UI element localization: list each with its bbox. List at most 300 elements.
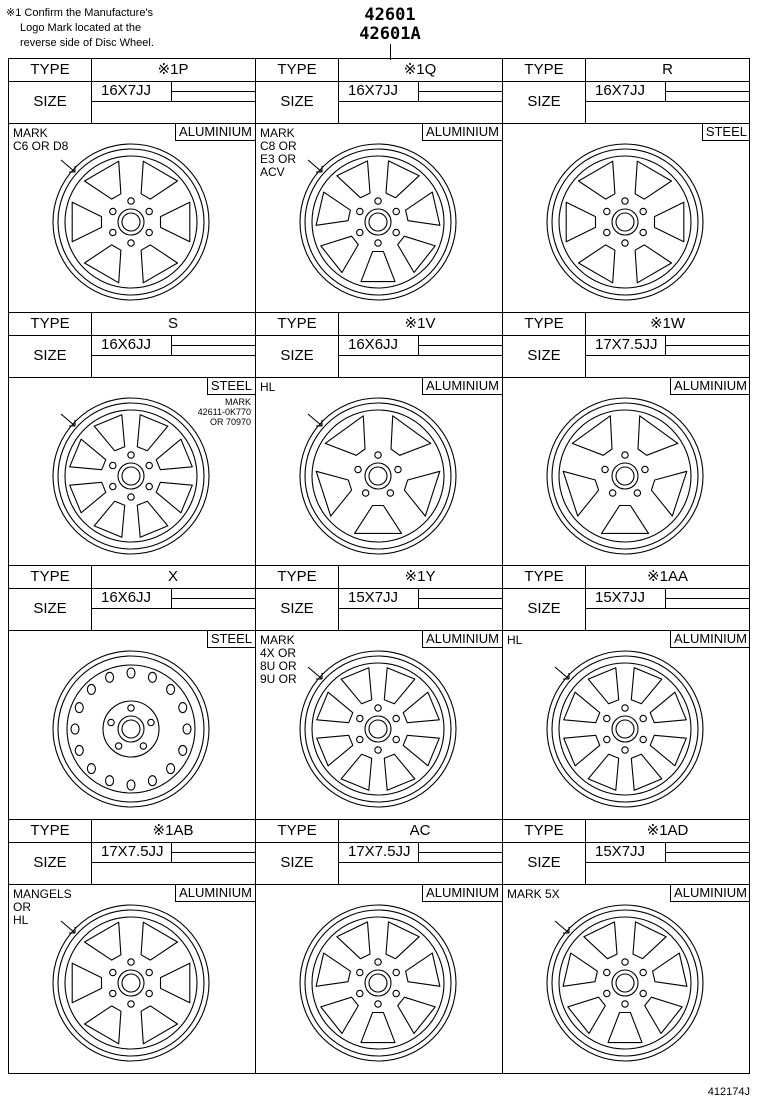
spoke-window	[94, 501, 125, 537]
wheel-drawing	[278, 391, 478, 561]
cell-header	[503, 59, 750, 124]
wheel-ring	[312, 917, 444, 1049]
lug-hole	[146, 990, 152, 996]
material-label: ALUMINIUM	[422, 630, 502, 648]
size-label: SIZE	[503, 335, 586, 377]
spoke-window	[72, 202, 101, 242]
lug-hole	[622, 705, 628, 711]
spoke-window	[588, 668, 619, 704]
wheel-table	[8, 58, 750, 1074]
lug-hole	[146, 462, 152, 468]
lug-hole	[393, 229, 399, 235]
size-value: 17X7.5JJ	[101, 842, 164, 860]
wheel-cell	[503, 820, 750, 1074]
lug-hole	[108, 719, 114, 725]
mark-text: OR 70970	[209, 416, 251, 427]
mark-text: 9U OR	[260, 672, 297, 686]
spoke-window	[631, 668, 662, 704]
type-label: TYPE	[503, 566, 586, 589]
lug-hole	[357, 969, 363, 975]
cell-header	[9, 313, 255, 378]
lug-hole	[128, 198, 134, 204]
lug-hole	[128, 705, 134, 711]
vent-hole	[71, 724, 79, 734]
lug-hole	[146, 208, 152, 214]
type-label: TYPE	[256, 566, 339, 589]
divider	[91, 101, 255, 102]
lug-hole	[110, 208, 116, 214]
vent-hole	[106, 672, 114, 682]
spoke-window	[141, 245, 177, 283]
lug-hole	[146, 229, 152, 235]
wheel-cell	[503, 566, 750, 820]
wheel-rim	[53, 905, 209, 1061]
wheel-rim-inner	[552, 403, 698, 549]
lug-hole	[128, 1000, 134, 1006]
size-value: 16X7JJ	[348, 82, 399, 99]
lug-hole	[110, 990, 116, 996]
lug-hole	[604, 715, 610, 721]
lug-hole	[640, 990, 646, 996]
cell-header	[9, 566, 255, 631]
part-number-alt: 42601A	[359, 24, 421, 44]
lug-hole	[362, 489, 368, 495]
center-cap	[122, 720, 140, 738]
size-value: 17X7.5JJ	[595, 335, 658, 353]
wheel-rim	[53, 144, 209, 300]
type-label: TYPE	[9, 313, 92, 336]
lug-hole	[609, 489, 615, 495]
spoke-window	[161, 202, 190, 242]
divider	[418, 598, 502, 599]
type-label: TYPE	[256, 59, 339, 82]
material-label: ALUMINIUM	[670, 884, 750, 902]
center-cap	[369, 974, 387, 992]
lug-hole	[355, 466, 361, 472]
mark-text: 4X OR	[260, 646, 297, 660]
spoke-window	[141, 161, 177, 199]
size-label: SIZE	[9, 842, 92, 884]
spoke-window	[398, 236, 436, 272]
type-label: TYPE	[503, 820, 586, 843]
spoke-window	[137, 501, 168, 537]
mark-text: ACV	[260, 165, 285, 179]
wheel-rim-inner	[305, 403, 451, 549]
spoke-window	[564, 692, 600, 723]
lug-hole	[128, 493, 134, 499]
lug-hole	[110, 462, 116, 468]
lug-hole	[604, 990, 610, 996]
size-label: SIZE	[503, 81, 586, 123]
mark-text: 42611-0K770	[197, 406, 251, 417]
divider	[585, 608, 750, 609]
wheel-rim-inner	[305, 656, 451, 802]
wheel-ring	[559, 156, 691, 288]
cell-header	[256, 566, 502, 631]
material-label: STEEL	[207, 630, 255, 648]
divider	[91, 608, 255, 609]
lug-hole	[375, 451, 381, 457]
type-value: S	[91, 313, 255, 336]
wheel-ring	[65, 410, 197, 542]
spoke-window	[398, 997, 436, 1033]
wheel-rim	[547, 144, 703, 300]
mark-text: OR	[13, 899, 31, 914]
divider	[418, 91, 502, 92]
vent-hole	[127, 668, 135, 678]
divider	[665, 91, 750, 92]
lug-hole	[128, 240, 134, 246]
lug-hole	[110, 483, 116, 489]
wheel-rim	[547, 651, 703, 807]
spoke-window	[631, 754, 662, 790]
size-label: SIZE	[256, 588, 339, 630]
vent-hole	[148, 672, 156, 682]
lug-hole	[634, 489, 640, 495]
type-value: AC	[338, 820, 502, 843]
wheel-cell	[503, 59, 750, 313]
divider	[418, 345, 502, 346]
cell-header	[503, 820, 750, 885]
spoke-window	[317, 735, 353, 766]
lug-hole	[357, 736, 363, 742]
spoke-window	[341, 668, 372, 704]
lug-hole	[604, 736, 610, 742]
mark-text: MARK 5X	[507, 886, 560, 901]
lug-hole	[148, 719, 154, 725]
spoke-window	[406, 192, 440, 225]
lug-hole	[640, 208, 646, 214]
wheel-drawing	[31, 898, 231, 1068]
center-cap	[616, 213, 634, 231]
wheel-ring	[559, 917, 691, 1049]
center-cap	[369, 720, 387, 738]
vent-hole	[75, 745, 83, 755]
material-label: ALUMINIUM	[670, 377, 750, 395]
spoke-window	[72, 963, 101, 1003]
spoke-window	[137, 414, 168, 450]
size-value: 16X6JJ	[348, 335, 399, 353]
spoke-window	[638, 415, 678, 455]
center-cap	[369, 213, 387, 231]
spoke-window	[653, 953, 687, 986]
wheel-drawing	[525, 391, 725, 561]
wheel-rim-inner	[305, 910, 451, 1056]
wheel-rim-inner	[58, 149, 204, 295]
divider	[585, 355, 750, 356]
lug-hole	[110, 229, 116, 235]
type-value: ※1Q	[338, 59, 502, 82]
center-cap	[616, 974, 634, 992]
lug-hole	[128, 958, 134, 964]
lug-hole	[640, 715, 646, 721]
divider	[665, 598, 750, 599]
spoke-window	[325, 415, 365, 455]
size-label: SIZE	[256, 81, 339, 123]
material-label: ALUMINIUM	[175, 123, 255, 141]
divider	[665, 345, 750, 346]
size-value: 16X6JJ	[101, 335, 152, 353]
lug-hole	[375, 1000, 381, 1006]
lug-hole	[393, 208, 399, 214]
footnote	[6, 6, 206, 51]
lug-hole	[146, 483, 152, 489]
spoke-window	[85, 922, 121, 960]
size-value: 16X7JJ	[101, 82, 152, 99]
cell-header	[9, 820, 255, 885]
spoke-window	[572, 415, 612, 455]
spoke-window	[94, 414, 125, 450]
spoke-window	[341, 754, 372, 790]
size-label: SIZE	[9, 588, 92, 630]
spoke-window	[384, 668, 415, 704]
mark-note	[507, 634, 522, 647]
vent-hole	[183, 724, 191, 734]
size-label: SIZE	[503, 588, 586, 630]
spoke-window	[568, 997, 606, 1033]
type-value: ※1AB	[91, 820, 255, 843]
material-label: ALUMINIUM	[175, 884, 255, 902]
vent-hole	[148, 776, 156, 786]
size-value: 16X6JJ	[101, 589, 152, 606]
wheel-cell	[9, 566, 256, 820]
divider	[91, 355, 255, 356]
wheel-ring	[65, 156, 197, 288]
wheel-drawing	[525, 644, 725, 814]
spoke-window	[650, 692, 686, 723]
spoke-window	[403, 692, 439, 723]
spoke-window	[391, 415, 431, 455]
divider	[585, 862, 750, 863]
wheel-rim-inner	[305, 149, 451, 295]
spoke-window	[317, 692, 353, 723]
lug-hole	[393, 736, 399, 742]
type-label: TYPE	[256, 313, 339, 336]
lug-hole	[128, 451, 134, 457]
mark-text: MARK	[13, 126, 48, 140]
mark-text: HL	[507, 633, 523, 647]
lug-hole	[140, 743, 146, 749]
lug-hole	[387, 489, 393, 495]
mark-text: C8 OR	[260, 139, 297, 153]
size-label: SIZE	[256, 335, 339, 377]
wheel-drawing	[31, 391, 231, 561]
wheel-rim-inner	[58, 910, 204, 1056]
cell-header	[256, 820, 502, 885]
wheel-ring	[65, 917, 197, 1049]
material-label: ALUMINIUM	[422, 377, 502, 395]
center-cap	[369, 467, 387, 485]
center-cap	[122, 974, 140, 992]
vent-hole	[106, 776, 114, 786]
footnote-line: Logo Mark located at the	[20, 22, 142, 34]
vent-hole	[167, 684, 175, 694]
type-value: ※1AA	[585, 566, 750, 589]
wheel-ring	[312, 663, 444, 795]
lug-hole	[622, 1000, 628, 1006]
mark-arrow	[61, 160, 75, 172]
divider	[338, 862, 502, 863]
spoke-window	[141, 922, 177, 960]
mark-text: C6 OR D8	[13, 139, 69, 153]
mark-arrow	[61, 414, 75, 426]
lug-hole	[622, 451, 628, 457]
lug-hole	[375, 747, 381, 753]
size-value: 15X7JJ	[595, 842, 646, 860]
size-value: 15X7JJ	[595, 589, 646, 606]
center-cap	[616, 467, 634, 485]
wheel-drawing	[278, 644, 478, 814]
spoke-window	[321, 236, 359, 272]
spoke-window	[141, 1005, 177, 1043]
spoke-window	[70, 482, 106, 513]
wheel-rim-inner	[552, 149, 698, 295]
divider	[171, 852, 255, 853]
spoke-window	[579, 161, 615, 199]
lug-hole	[146, 969, 152, 975]
spoke-window	[635, 245, 671, 283]
mark-arrow	[308, 414, 322, 426]
spoke-window	[156, 439, 192, 470]
divider	[338, 608, 502, 609]
spoke-window	[403, 735, 439, 766]
lug-hole	[393, 990, 399, 996]
wheel-ring	[559, 663, 691, 795]
type-value: ※1AD	[585, 820, 750, 843]
mark-text: HL	[13, 912, 29, 927]
size-label: SIZE	[256, 842, 339, 884]
mark-text: MARK	[260, 126, 295, 140]
lug-hole	[357, 715, 363, 721]
spoke-window	[321, 997, 359, 1033]
mark-text: E3 OR	[260, 152, 297, 166]
type-value: X	[91, 566, 255, 589]
spoke-window	[635, 161, 671, 199]
mark-arrow	[308, 667, 322, 679]
vent-hole	[179, 703, 187, 713]
wheel-cell	[9, 59, 256, 313]
vent-hole	[87, 764, 95, 774]
mark-text: 8U OR	[260, 659, 297, 673]
size-label: SIZE	[9, 81, 92, 123]
wheel-rim	[300, 398, 456, 554]
divider	[338, 101, 502, 102]
spoke-window	[361, 252, 395, 282]
wheel-ring	[67, 665, 195, 793]
wheel-cell	[9, 313, 256, 567]
type-value: ※1V	[338, 313, 502, 336]
spoke-window	[564, 735, 600, 766]
lug-hole	[604, 969, 610, 975]
spoke-window	[645, 997, 683, 1033]
spoke-window	[316, 192, 350, 225]
spoke-window	[70, 439, 106, 470]
spoke-window	[650, 735, 686, 766]
lug-hole	[357, 990, 363, 996]
cell-header	[503, 566, 750, 631]
type-label: TYPE	[503, 59, 586, 82]
wheel-cell	[256, 59, 503, 313]
spoke-window	[85, 245, 121, 283]
lug-hole	[375, 705, 381, 711]
spoke-window	[361, 1012, 395, 1042]
footnote-line: reverse side of Disc Wheel.	[20, 37, 154, 49]
lug-hole	[604, 229, 610, 235]
wheel-cell	[256, 820, 503, 1074]
wheel-drawing	[278, 898, 478, 1068]
wheel-rim	[547, 905, 703, 1061]
lug-hole	[642, 466, 648, 472]
cell-header	[9, 59, 255, 124]
mark-arrow	[555, 667, 569, 679]
lug-hole	[622, 958, 628, 964]
lug-hole	[602, 466, 608, 472]
wheel-rim	[300, 144, 456, 300]
wheel-hub-ring	[103, 701, 159, 757]
mark-text: MARK	[260, 633, 295, 647]
spoke-window	[384, 754, 415, 790]
wheel-rim	[547, 398, 703, 554]
mark-arrow	[61, 921, 75, 933]
material-label: STEEL	[702, 123, 750, 141]
spoke-window	[588, 754, 619, 790]
cell-header	[256, 313, 502, 378]
vent-hole	[167, 764, 175, 774]
size-label: SIZE	[503, 842, 586, 884]
wheel-rim-inner	[552, 910, 698, 1056]
vent-hole	[179, 745, 187, 755]
spoke-window	[355, 505, 402, 533]
size-value: 16X7JJ	[595, 82, 646, 99]
size-value: 15X7JJ	[348, 589, 399, 606]
wheel-drawing	[525, 137, 725, 307]
size-value: 17X7.5JJ	[348, 842, 411, 860]
mark-text: HL	[260, 379, 276, 394]
lug-hole	[395, 466, 401, 472]
vent-hole	[87, 684, 95, 694]
material-label: ALUMINIUM	[422, 123, 502, 141]
divider	[171, 598, 255, 599]
mark-arrow	[308, 160, 322, 172]
lug-hole	[393, 969, 399, 975]
lug-hole	[115, 743, 121, 749]
lug-hole	[375, 240, 381, 246]
center-cap	[616, 720, 634, 738]
center-cap	[122, 213, 140, 231]
size-label: SIZE	[9, 335, 92, 377]
divider	[585, 101, 750, 102]
type-label: TYPE	[9, 820, 92, 843]
cell-header	[256, 59, 502, 124]
drawing-code: 412174J	[707, 1086, 750, 1098]
type-value: R	[585, 59, 750, 82]
type-label: TYPE	[256, 820, 339, 843]
type-value: ※1P	[91, 59, 255, 82]
spoke-window	[406, 953, 440, 986]
lug-hole	[622, 240, 628, 246]
lug-hole	[622, 198, 628, 204]
spoke-window	[579, 245, 615, 283]
vent-hole	[127, 780, 135, 790]
lug-hole	[110, 969, 116, 975]
wheel-rim	[53, 398, 209, 554]
lug-hole	[375, 198, 381, 204]
wheel-cell	[256, 566, 503, 820]
cell-header	[503, 313, 750, 378]
wheel-drawing	[31, 644, 231, 814]
wheel-cell	[503, 313, 750, 567]
material-label: STEEL	[207, 377, 255, 395]
